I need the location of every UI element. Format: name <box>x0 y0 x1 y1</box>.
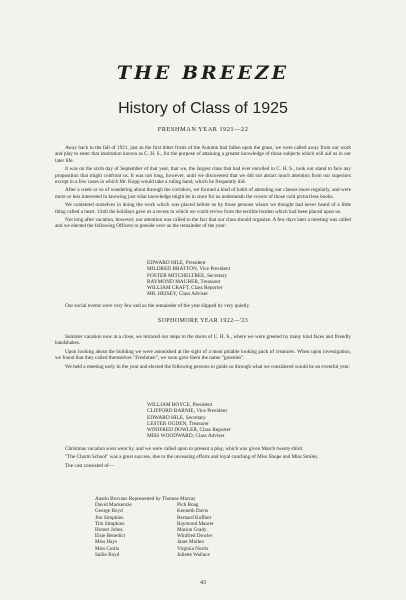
page-number: 43 <box>200 580 206 586</box>
sophomore-closing <box>55 446 351 471</box>
officer: FOSTER MITCHELTREE, Secretary <box>147 272 227 279</box>
paragraph: Christmas vacation soon went by, and we were called upon to present a play, which was given March twenty-third. <box>65 446 304 452</box>
officer: EDWARD HILE, President <box>147 260 206 266</box>
paragraph: Away back in the fall of 1921, just as the first bitter frosts of the Autumn had fallen upon the grass, we were called away from our work and play to enter that institution known as C. H. S., for the purpose of attaining a greater knowledge of those subjects which will aid us in our later life. <box>55 145 351 164</box>
cast-member: Miss Hays <box>95 539 118 546</box>
officer: MR. HEISEY, Class Adviser <box>147 291 208 298</box>
paragraph: The cast consisted of— <box>65 462 114 469</box>
cast-member: Pich Boag <box>177 502 199 509</box>
cast-columns <box>95 502 259 558</box>
cast-member: Raymond Maurer <box>177 520 214 527</box>
sophomore-text <box>55 334 351 372</box>
officer: MISS WOODWARD, Class Adviser <box>147 433 225 440</box>
cast-member: Marion Grady <box>177 527 207 534</box>
masthead: THE BREEZE <box>116 62 290 84</box>
cast-representative: Austin Brovans Represented by Thomas Murray <box>95 496 196 502</box>
cast-member: Janet Mullen <box>177 539 204 546</box>
cast-list <box>95 496 259 558</box>
freshman-heading: FRESHMAN YEAR 1921—22 <box>157 126 249 133</box>
freshman-closing <box>55 303 351 311</box>
cast-member: Winifred Dowler <box>177 533 213 540</box>
paragraph: Our social events were very few and so the remainder of the year slipped by very quietly. <box>65 303 251 309</box>
officer: RAYMOND MAURER, Treasurer <box>147 278 221 285</box>
officer: WILLIAM BOYCE, President <box>147 402 213 408</box>
paragraph: After a week or so of wandering about through the corridors, we formed a kind of habit of attending our classes more regularly, and were more or less interested in knowing just what knowledge might be in store for us underneath the covers of those cold picturcless books. <box>55 187 351 200</box>
cast-column-left <box>95 502 177 558</box>
cast-member: Homer Johns <box>95 527 123 534</box>
cast-member: David Mackenzie <box>95 502 132 509</box>
cast-column-right <box>177 502 259 558</box>
paragraph: "The Charm School" was a great success, due to the unceasing efforts and loyal coaching of Miss Shope and Miss Smiley. <box>65 454 319 461</box>
cast-member: Tim Simpkins <box>95 520 125 527</box>
cast-member: Virginia Norris <box>177 545 209 552</box>
cast-member: George Boyd <box>95 508 123 515</box>
cast-member: Elsie Benedict <box>95 533 126 540</box>
page-title: History of Class of 1925 <box>118 100 288 117</box>
sophomore-heading: SOPHOMORE YEAR 1922—'23 <box>157 318 249 324</box>
paragraph: Upon looking about the building we were astonished at the sight of a most pitiable looking pack of creatures. When upon investigation, we found that they called themselves "Freshmen", we soon gave them the name "greenies". <box>55 348 351 362</box>
cast-member: Kenneth Davis <box>177 508 208 515</box>
officer: EDWARD HILE, Secretary <box>147 414 206 421</box>
sophomore-officers <box>147 402 231 440</box>
officer: WINIFRED DOWLER, Class Reporter <box>147 427 231 434</box>
paragraph: We held a meeting early in the year and elected the following persons to guide us through what we considered would be an eventful year: <box>65 363 351 370</box>
freshman-officers <box>147 260 230 298</box>
paragraph: We contented ourselves in doing the work which was placed before us by those persons whom we thought had never heard of a little thing called a heart. Until the holidays gave us a recess in which we could revive from the terrible burden which had been placed upon us. <box>55 202 351 215</box>
officer: LESTER OGDEN, Treasurer <box>147 420 209 427</box>
cast-member: Juliette Wallace <box>177 551 210 558</box>
paragraph: Summer vacation now at a close, we retraced our steps to the doors of C. H. S., where we were greeted by many kind faces and friendly handshakes. <box>55 334 351 347</box>
paragraph: It was on the sixth day of September of that year, that we, the largest class that had ever enrolled in C. H. S., took our stand to face any proposition that might confront us. It was not long, however, until we discovered that we did not attract much attention from our superiors except in a few cases in which Mr. Kopp would take a ruling hand, which he frequently did. <box>55 166 351 186</box>
cast-member: Sallie Boyd <box>95 551 120 558</box>
officer: CLIFFORD BARNIE, Vice President <box>147 408 227 415</box>
paragraph: Not long after vacation, however, our attention was called to the fact that our class should organize. A few days later a meeting was called and we elected the following Officers to preside over us the remainder of the year: <box>55 217 351 230</box>
officer: MILDRED BRATTON, Vice President <box>147 266 231 273</box>
cast-member: Miss Curtis <box>95 545 120 552</box>
cast-member: Jim Simpkins <box>95 514 124 521</box>
cast-member: Bernard Koffner <box>177 514 212 521</box>
officer: WILLIAM CRAFT, Class Reporter <box>147 285 223 292</box>
freshman-text <box>55 145 351 232</box>
